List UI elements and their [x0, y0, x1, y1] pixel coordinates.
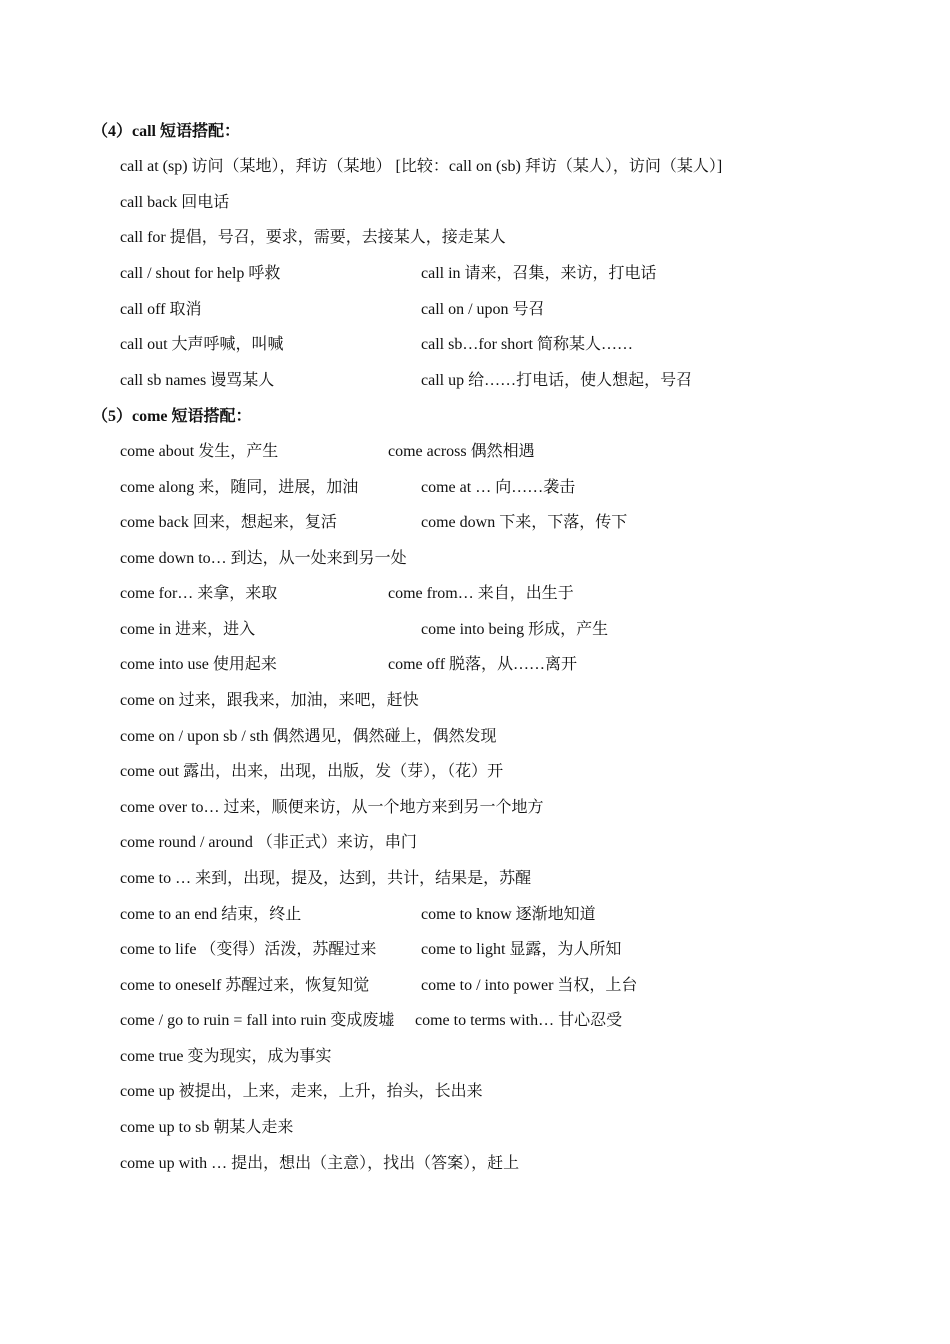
phrase-line: come up to sb 朝某人走来 [120, 1119, 294, 1136]
phrase-line: call up 给……打电话，使人想起，号召 [421, 372, 693, 389]
phrase-line: come from… 来自，出生于 [388, 585, 574, 602]
phrase-line: come into use 使用起来 [120, 656, 277, 673]
phrase-line: call off 取消 [120, 301, 202, 318]
phrase-line: come to oneself 苏醒过来，恢复知觉 [120, 977, 370, 994]
phrase-line: come on / upon sb / sth 偶然遇见，偶然碰上，偶然发现 [120, 728, 497, 745]
phrase-line: come true 变为现实，成为事实 [120, 1048, 332, 1065]
phrase-line: call on / upon 号召 [421, 301, 545, 318]
phrase-line: come at … 向……袭击 [421, 479, 576, 496]
phrase-line: call sb names 谩骂某人 [120, 372, 275, 389]
phrase-line: call sb…for short 简称某人…… [421, 336, 633, 353]
section-heading-call: （4）call 短语搭配： [92, 123, 240, 140]
phrase-line: come into being 形成，产生 [421, 621, 609, 638]
phrase-line: come along 来，随同，进展，加油 [120, 479, 359, 496]
phrase-line: come across 偶然相遇 [388, 443, 535, 460]
phrase-line: come to light 显露，为人所知 [421, 941, 622, 958]
phrase-line: come down 下来，下落，传下 [421, 514, 628, 531]
phrase-line: call in 请来，召集，来访，打电话 [421, 265, 657, 282]
phrase-line: come up with … 提出，想出（主意），找出（答案），赶上 [120, 1155, 520, 1172]
section-heading-come: （5）come 短语搭配： [92, 408, 252, 425]
phrase-line: come over to… 过来，顺便来访，从一个地方来到另一个地方 [120, 799, 544, 816]
phrase-line: come to terms with… 甘心忍受 [415, 1012, 623, 1029]
phrase-line: come in 进来，进入 [120, 621, 256, 638]
phrase-line: call back 回电话 [120, 194, 230, 211]
phrase-line: come round / around （非正式）来访，串门 [120, 834, 417, 851]
phrase-line: call at (sp) 访问（某地），拜访（某地） [比较：call on (sb) 拜访（某人），访问（某人）] [120, 158, 723, 175]
phrase-line: come up 被提出，上来，走来，上升，抬头，长出来 [120, 1083, 483, 1100]
phrase-line: call out 大声呼喊，叫喊 [120, 336, 284, 353]
phrase-line: come to / into power 当权，上台 [421, 977, 638, 994]
phrase-line: come down to… 到达，从一处来到另一处 [120, 550, 407, 567]
phrase-line: come about 发生，产生 [120, 443, 279, 460]
phrase-line: come off 脱落，从……离开 [388, 656, 578, 673]
phrase-line: call for 提倡，号召，要求，需要，去接某人，接走某人 [120, 229, 506, 246]
phrase-line: come / go to ruin = fall into ruin 变成废墟 [120, 1012, 395, 1029]
phrase-line: come to an end 结束，终止 [120, 906, 302, 923]
phrase-line: come to … 来到，出现，提及，达到，共计，结果是，苏醒 [120, 870, 532, 887]
phrase-line: come to life （变得）活泼，苏醒过来 [120, 941, 377, 958]
phrase-line: come on 过来，跟我来，加油，来吧，赶快 [120, 692, 419, 709]
phrase-line: call / shout for help 呼救 [120, 265, 281, 282]
phrase-line: come back 回来，想起来，复活 [120, 514, 337, 531]
phrase-line: come for… 来拿，来取 [120, 585, 278, 602]
phrase-line: come to know 逐渐地知道 [421, 906, 596, 923]
phrase-line: come out 露出，出来，出现，出版，发（芽），（花）开 [120, 763, 504, 780]
